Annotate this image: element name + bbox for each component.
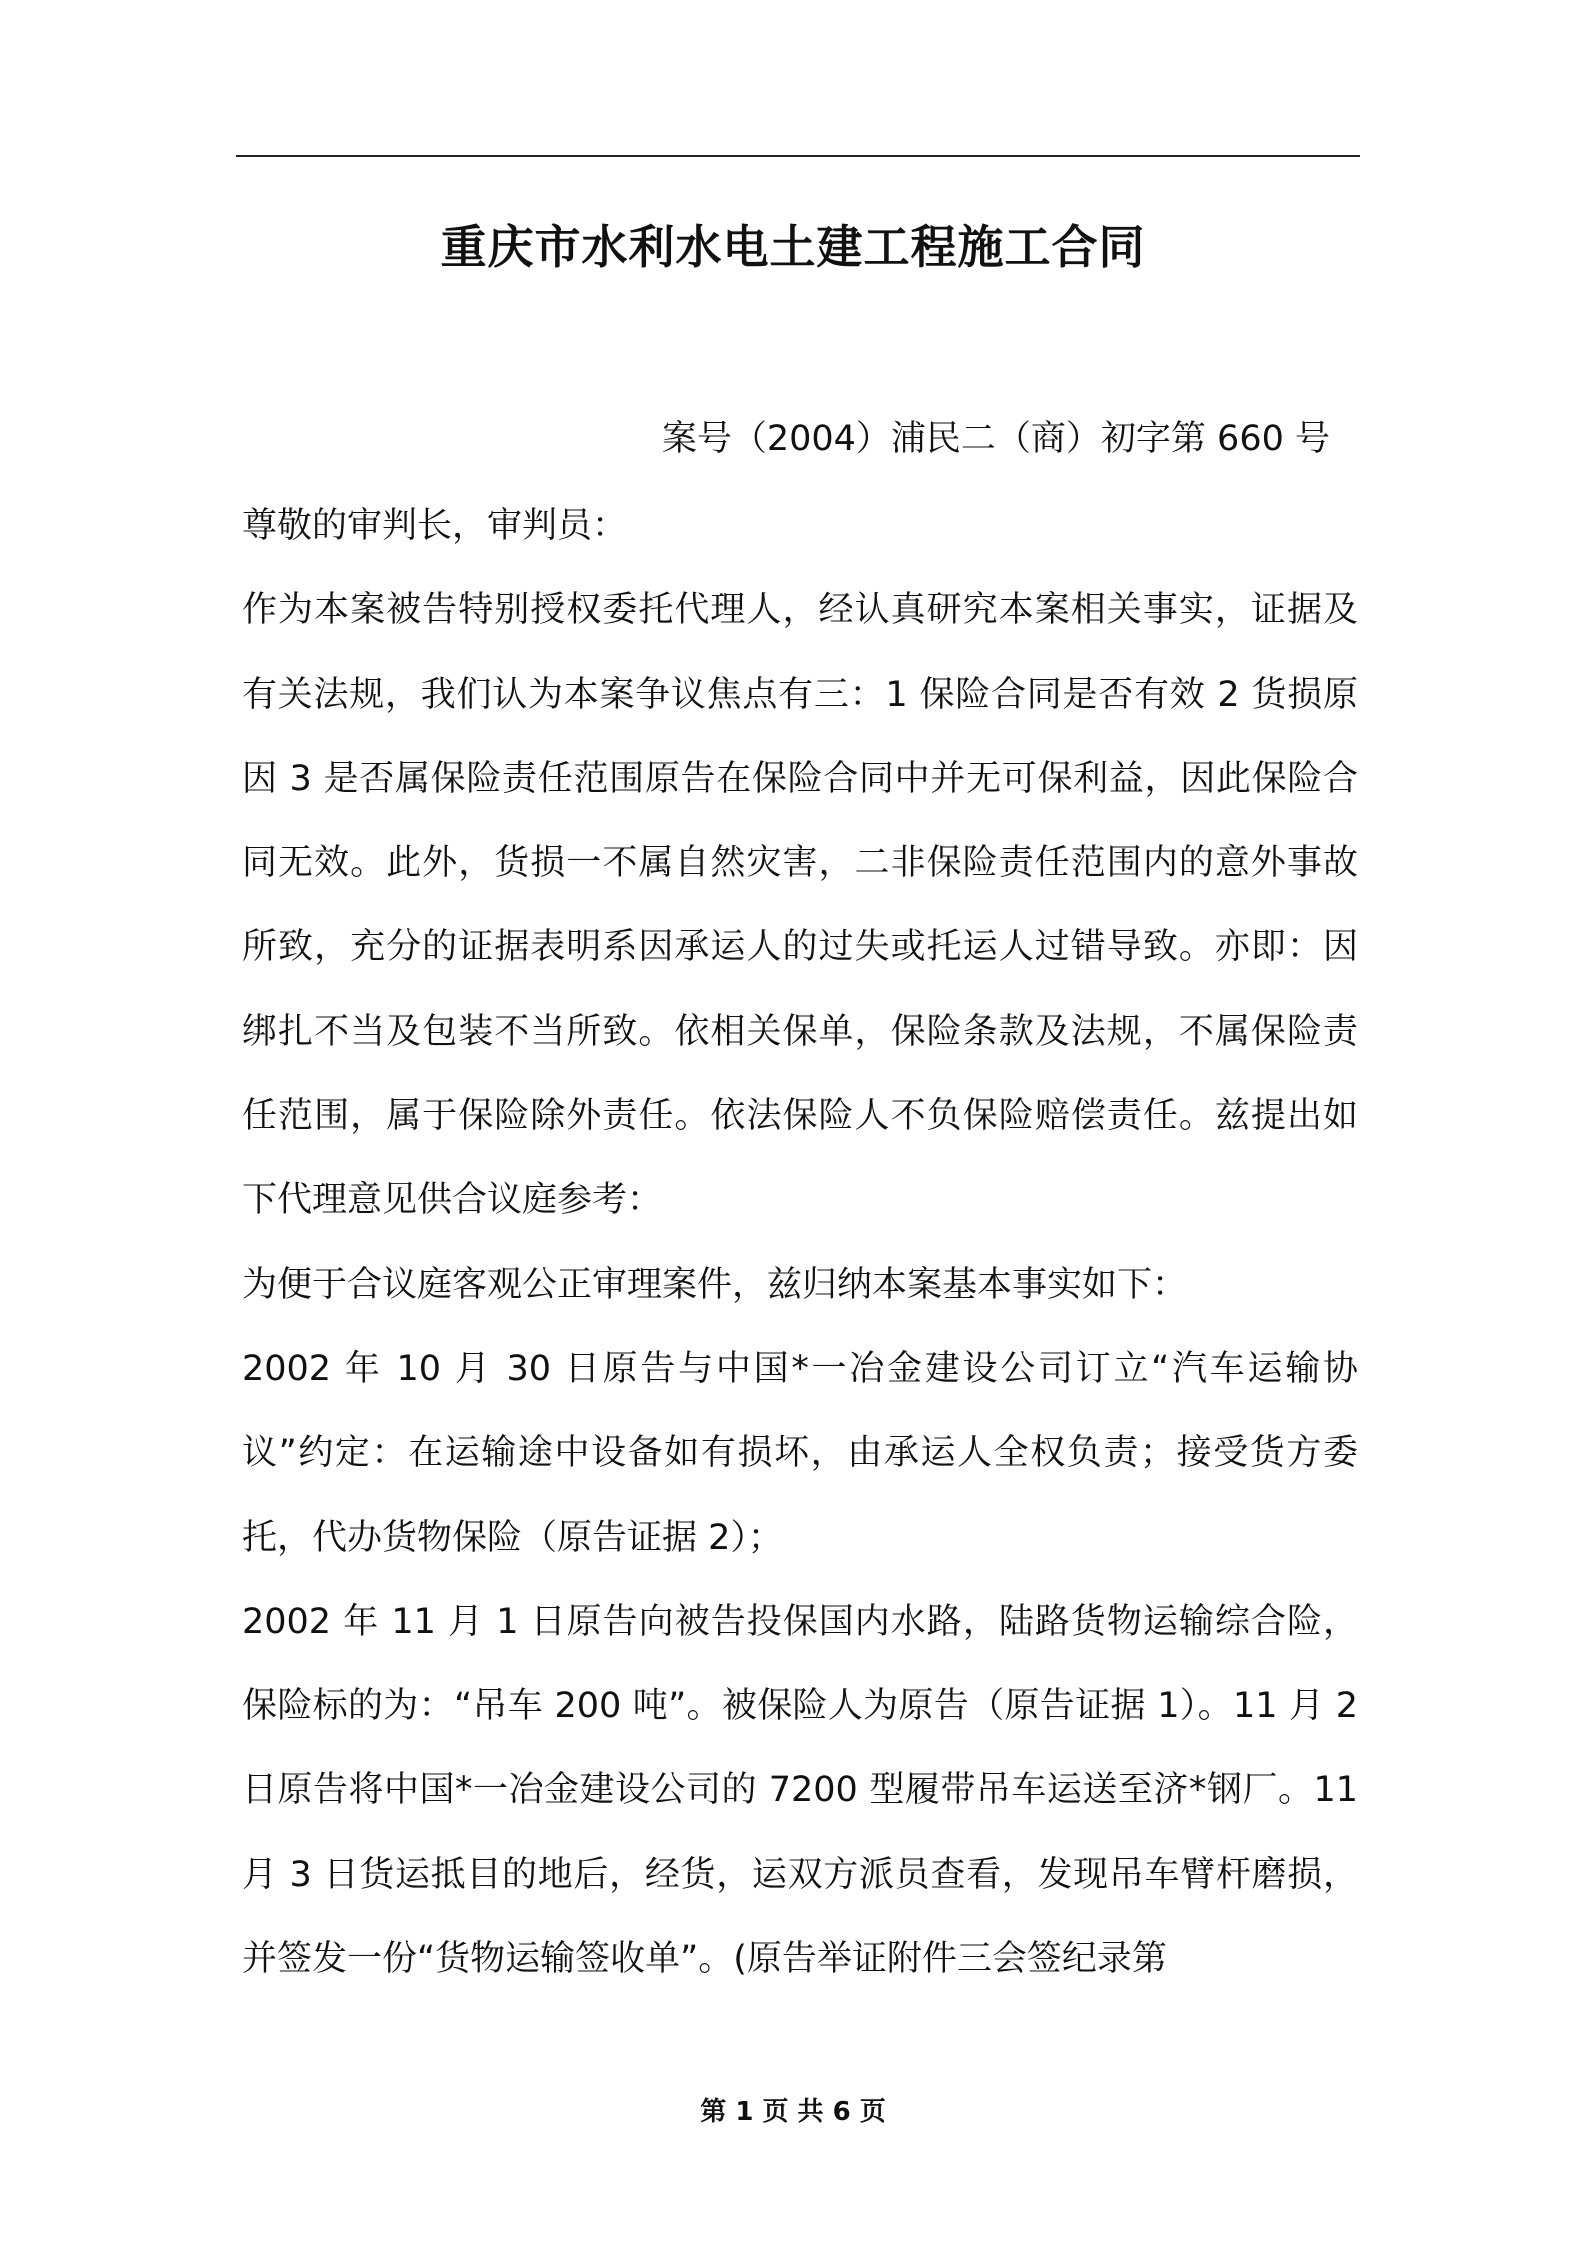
document-title: 重庆市水利水电土建工程施工合同 [440, 220, 1146, 274]
salutation: 尊敬的审判长，审判员： [242, 506, 628, 546]
case-number: 案号（2004）浦民二（商）初字第 660 号 [661, 419, 1330, 459]
paragraph-facts-heading: 为便于合议庭客观公正审理案件，兹归纳本案基本事实如下： [242, 1264, 1188, 1305]
document-body [242, 484, 1358, 2001]
paragraph-intro: 作为本案被告特别授权委托代理人，经认真研究本案相关事实，证据及有关法规，我们认为本案争议焦点有三：1 保险合同是否有效 2 货损原因 3 是否属保险责任范围原告在保险合同中并无可保利益，因此保险合同无效。此外，货损一不属自然灾害，二非保险责任范围内的意外事故所致，充分的证据表明系因承运人的过失或托运人过错导致。亦即：因绑扎不当及包装不当所致。依相关保单，保险条款及法规，不属保险责任范围，属于保险除外责任。依法保险人不负保险赔偿责任。兹提出如下代理意见供合议庭参考： [242, 590, 1358, 1221]
page-indicator: 第 1 页 共 6 页 [700, 2097, 886, 2127]
paragraph-fact-1: 2002 年 10 月 30 日原告与中国*一冶金建设公司订立“汽车运输协议”约定：在运输途中设备如有损坏，由承运人全权负责；接受货方委托，代办货物保险（原告证据 2）； [242, 1348, 1358, 1558]
header-rule [236, 155, 1360, 157]
paragraph-fact-2: 2002 年 11 月 1 日原告向被告投保国内水路，陆路货物运输综合险，保险标的为：“吊车 200 吨”。被保险人为原告（原告证据 1）。11 月 2 日原告将中国*一冶金建设公司的 7200 型履带吊车运送至济*钢厂。11 月 3 日货运抵目的地后，经货，运双方派员查看，发现吊车臂杆磨损，并签发一份“货物运输签收单”。(原告举证附件三会签纪录第 [242, 1601, 1358, 1980]
